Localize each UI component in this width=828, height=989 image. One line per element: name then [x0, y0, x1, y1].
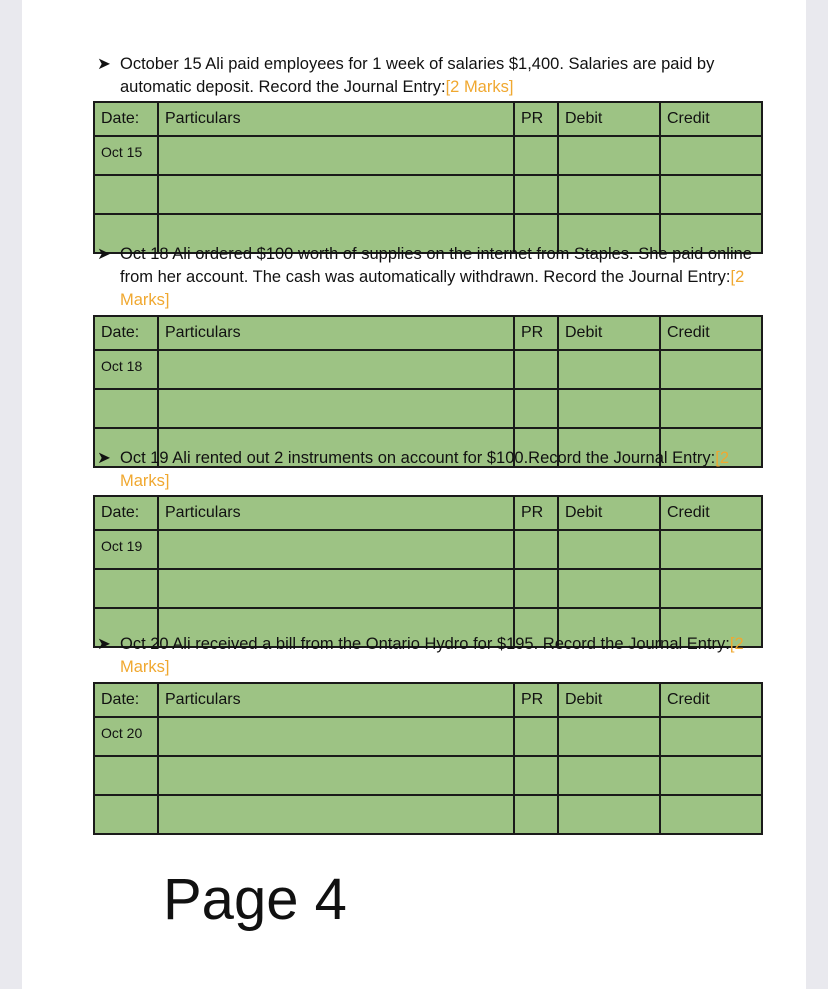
- particulars-cell[interactable]: [158, 569, 514, 608]
- pr-cell[interactable]: [514, 136, 558, 175]
- pr-cell[interactable]: [514, 389, 558, 428]
- date-cell[interactable]: [94, 175, 158, 214]
- debit-cell[interactable]: [558, 175, 660, 214]
- pr-cell[interactable]: [514, 530, 558, 569]
- pr-cell[interactable]: [514, 569, 558, 608]
- table-row: [94, 530, 762, 569]
- page-number: Page 4: [163, 867, 347, 932]
- date-cell[interactable]: [94, 795, 158, 834]
- debit-cell[interactable]: [558, 350, 660, 389]
- question-text: Oct 20 Ali received a bill from the Ontario Hydro for $195. Record the Journal Entry:: [120, 635, 730, 653]
- credit-cell[interactable]: [660, 136, 762, 175]
- marks-label: [2 Marks]: [120, 635, 744, 676]
- debit-cell[interactable]: [558, 795, 660, 834]
- date-cell[interactable]: [94, 389, 158, 428]
- credit-cell[interactable]: [660, 175, 762, 214]
- date-cell[interactable]: Oct 18: [94, 350, 158, 389]
- date-cell[interactable]: Oct 19: [94, 530, 158, 569]
- credit-cell[interactable]: [660, 350, 762, 389]
- credit-cell[interactable]: [660, 389, 762, 428]
- header-credit: Credit: [660, 102, 762, 136]
- date-cell[interactable]: [94, 569, 158, 608]
- particulars-cell[interactable]: [158, 717, 514, 756]
- header-date: Date:: [94, 683, 158, 717]
- marks-label: [2 Marks]: [445, 78, 514, 96]
- journal-table-3: [93, 495, 763, 648]
- table-row: [94, 756, 762, 795]
- particulars-cell[interactable]: [158, 756, 514, 795]
- particulars-cell[interactable]: [158, 175, 514, 214]
- question-2: [97, 243, 757, 312]
- header-debit: Debit: [558, 496, 660, 530]
- particulars-cell[interactable]: [158, 795, 514, 834]
- question-text: October 15 Ali paid employees for 1 week of salaries $1,400. Salaries are paid by automatic deposit. Record the Journal Entry:: [120, 55, 715, 96]
- header-date: Date:: [94, 102, 158, 136]
- journal-table-4: [93, 682, 763, 835]
- header-credit: Credit: [660, 496, 762, 530]
- header-particulars: Particulars: [158, 316, 514, 350]
- particulars-cell[interactable]: [158, 350, 514, 389]
- journal-table-2: [93, 315, 763, 468]
- header-debit: Debit: [558, 316, 660, 350]
- pr-cell[interactable]: [514, 795, 558, 834]
- arrow-bullet-icon: ➤: [97, 55, 111, 73]
- header-date: Date:: [94, 316, 158, 350]
- debit-cell[interactable]: [558, 136, 660, 175]
- header-debit: Debit: [558, 102, 660, 136]
- question-3: [97, 447, 757, 493]
- table-row: [94, 795, 762, 834]
- credit-cell[interactable]: [660, 756, 762, 795]
- question-4: [97, 633, 757, 679]
- table-row: [94, 569, 762, 608]
- header-pr: PR: [514, 683, 558, 717]
- marks-label: [2 Marks]: [120, 268, 745, 309]
- arrow-bullet-icon: ➤: [97, 449, 111, 467]
- particulars-cell[interactable]: [158, 389, 514, 428]
- pr-cell[interactable]: [514, 717, 558, 756]
- question-1: [97, 53, 757, 99]
- table-row: [94, 175, 762, 214]
- date-cell[interactable]: [94, 756, 158, 795]
- arrow-bullet-icon: ➤: [97, 245, 111, 263]
- debit-cell[interactable]: [558, 569, 660, 608]
- date-cell[interactable]: Oct 15: [94, 136, 158, 175]
- debit-cell[interactable]: [558, 530, 660, 569]
- header-pr: PR: [514, 316, 558, 350]
- table-row: [94, 389, 762, 428]
- date-cell[interactable]: Oct 20: [94, 717, 158, 756]
- debit-cell[interactable]: [558, 756, 660, 795]
- credit-cell[interactable]: [660, 530, 762, 569]
- arrow-bullet-icon: ➤: [97, 635, 111, 653]
- header-pr: PR: [514, 102, 558, 136]
- question-text: Oct 18 Ali ordered $100 worth of supplies on the internet from Staples. She paid online from her account. The cash was automatically withdrawn. Record the Journal Entry:: [120, 245, 752, 286]
- header-date: Date:: [94, 496, 158, 530]
- header-particulars: Particulars: [158, 496, 514, 530]
- particulars-cell[interactable]: [158, 530, 514, 569]
- header-pr: PR: [514, 496, 558, 530]
- credit-cell[interactable]: [660, 795, 762, 834]
- debit-cell[interactable]: [558, 389, 660, 428]
- table-header-row: [94, 316, 762, 350]
- marks-label: [2 Marks]: [120, 449, 730, 490]
- header-credit: Credit: [660, 683, 762, 717]
- table-row: [94, 717, 762, 756]
- credit-cell[interactable]: [660, 717, 762, 756]
- header-particulars: Particulars: [158, 683, 514, 717]
- debit-cell[interactable]: [558, 717, 660, 756]
- journal-table-1: [93, 101, 763, 254]
- table-row: [94, 136, 762, 175]
- pr-cell[interactable]: [514, 350, 558, 389]
- table-header-row: [94, 683, 762, 717]
- credit-cell[interactable]: [660, 569, 762, 608]
- table-header-row: [94, 102, 762, 136]
- pr-cell[interactable]: [514, 756, 558, 795]
- particulars-cell[interactable]: [158, 136, 514, 175]
- header-credit: Credit: [660, 316, 762, 350]
- header-debit: Debit: [558, 683, 660, 717]
- table-header-row: [94, 496, 762, 530]
- pr-cell[interactable]: [514, 175, 558, 214]
- table-row: [94, 350, 762, 389]
- header-particulars: Particulars: [158, 102, 514, 136]
- question-text: Oct 19 Ali rented out 2 instruments on account for $100.Record the Journal Entry:: [120, 449, 716, 467]
